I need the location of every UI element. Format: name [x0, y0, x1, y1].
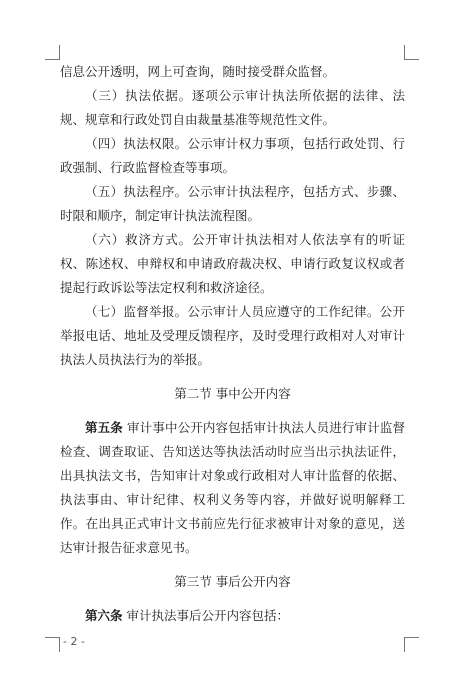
- article-5-paragraph: [60, 416, 405, 560]
- crop-mark-top-left: [45, 45, 60, 60]
- paragraph-item-5: （五）执法程序。公示审计执法程序，包括方式、步骤、时限和顺序，制定审计执法流程图。: [60, 184, 405, 223]
- section-heading-3: 第三节 事后公开内容: [174, 574, 291, 589]
- article-5-text: 审计事中公开内容包括审计执法人员进行审计监督检查、调查取证、告知送达等执法活动时应当出示执法证件，出具执法文书，告知审计对象或行政相对人审计监督的依据、执法事由、审计纪律、权利义务等内容，并做好说明解释工作。在出具正式审计文书前应先行征求被审计对象的意见，送达审计报告征求意见书。: [60, 420, 405, 555]
- article-5-label: 第五条: [85, 420, 123, 435]
- crop-mark-bottom-right: [404, 637, 419, 652]
- page-number: - 2 -: [63, 635, 85, 648]
- paragraph-item-4: （四）执法权限。公示审计权力事项，包括行政处罚、行政强制、行政监督检查等事项。: [60, 136, 405, 175]
- article-6-paragraph: [60, 604, 405, 628]
- paragraph-item-3: （三）执法依据。逐项公示审计执法所依据的法律、法规、规章和行政处罚自由裁量基准等规范性文件。: [60, 88, 405, 127]
- crop-mark-bottom-left: [45, 637, 60, 652]
- section-heading-2: 第二节 事中公开内容: [174, 386, 291, 401]
- article-6-label: 第六条: [85, 608, 123, 623]
- paragraph-continuation: 信息公开透明，网上可查询，随时接受群众监督。: [60, 64, 336, 79]
- document-body: [60, 60, 405, 628]
- crop-mark-top-right: [404, 45, 419, 60]
- article-6-text: 审计执法事后公开内容包括：: [126, 608, 290, 623]
- paragraph-item-7: （七）监督举报。公示审计人员应遵守的工作纪律。公开举报电话、地址及受理反馈程序，及时受理行政相对人对审计执法人员执法行为的举报。: [60, 304, 405, 367]
- paragraph-item-6: （六）救济方式。公开审计执法相对人依法享有的听证权、陈述权、申辩权和申请政府裁决权、申请行政复议权或者提起行政诉讼等法定权利和救济途径。: [60, 232, 405, 295]
